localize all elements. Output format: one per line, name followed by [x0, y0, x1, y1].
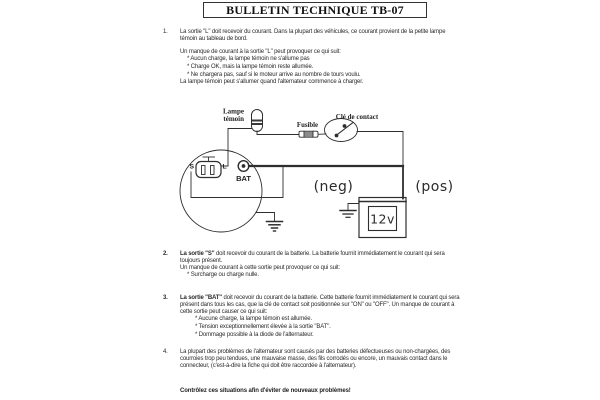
item-sub-line: Un manque de courant à cette sortie peut provoquer ce qui suit:: [180, 265, 340, 272]
bullet-line: * Aucune charge, la lampe témoin est allumée.: [195, 316, 312, 323]
item-bullet-list: [187, 272, 462, 280]
fuse-icon: [299, 131, 318, 137]
bulletin-title-box: [203, 2, 427, 18]
wire-lamp-to-L: [222, 129, 252, 167]
bulletin-title: BULLETIN TECHNIQUE TB-07: [226, 2, 404, 17]
bullet-line: * Charge OK, mais la lampe témoin reste allumée.: [187, 63, 314, 70]
item-lead-paragraph: La sortie "L" doit recevoir du courant. Dans la plupart des véhicules, ce courant provient de la petite lampe témoin au tableau de bord.: [180, 29, 446, 43]
ignition-key-icon: [325, 119, 358, 142]
closing-warning-line: Contrôlez ces situations afin d'éviter de nouveaux problèmes!: [180, 388, 351, 394]
connector-plug-icon: [196, 157, 221, 178]
wire-battery-neg: [348, 204, 359, 211]
terminal-l-label: L: [222, 163, 227, 171]
item-lead-paragraph: La sortie "BAT" doit recevoir du courant de la batterie. Cette batterie fournit immédiatement le courant qui sera présent dans tous les cas, que la clé de contact soit positionnée sur "ON" ou "OFF". Un manque de courant à cette sortie peut causer ce qui suit:: [180, 295, 460, 316]
item-number: 3.: [163, 295, 168, 301]
bat-terminal-icon: [238, 161, 249, 172]
lamp-label-line2: témoin: [223, 115, 244, 123]
item-bullet-list: [195, 316, 462, 339]
bullet-line: * Surcharge ou charge nulle.: [187, 272, 259, 279]
item-footer-line: La lampe témoin peut s'allumer quand l'alternateur commence à charger.: [180, 79, 364, 86]
item-sub-line: Un manque de courant à la sortie "L" peut provoquer ce qui suit:: [180, 49, 341, 56]
item-lead-paragraph: La plupart des problèmes de l'alternateur sont causés par des batteries défectueuses ou non-chargées, des courroies trop peu tendues, une mauvaise masse, des fils corrodés ou encore, un mauvais contact dans le connecteur, (c'est-à-dire la fiche qui doit être raccordée à l'alternateur).: [180, 349, 451, 370]
terminal-s-label: S: [189, 163, 194, 171]
bullet-line: * Ne chargera pas, sauf si le moteur arrive au nombre de tours voulu.: [187, 71, 361, 78]
charging-circuit-diagram: [150, 100, 462, 242]
section-item-3: [163, 295, 463, 339]
fuse-label: Fusible: [296, 122, 319, 129]
ignition-key-label: Clé de contact: [335, 113, 379, 121]
alternator-ground-icon: [267, 222, 283, 232]
bullet-line: * Dommage possible à la diode de l'alternateur.: [195, 331, 314, 338]
item-lead-paragraph: La sortie "S" doit recevoir du courant de la batterie. La batterie fournit immédiatement le courant qui sera toujours présent.: [180, 251, 445, 265]
indicator-lamp-icon: [252, 110, 263, 132]
lamp-label-line1: Lampe: [223, 107, 244, 116]
section-item-4: [163, 349, 463, 370]
item-number: 1.: [163, 29, 168, 35]
section-item-2: [163, 251, 463, 280]
alternator-body-icon: [180, 150, 262, 232]
pos-polarity-label: (pos): [415, 179, 454, 195]
wire-lamp-to-fuse: [257, 131, 299, 135]
neg-polarity-label: (neg): [313, 179, 354, 195]
bullet-line: * Aucun charge, la lampe témoin ne s'allume pas: [187, 56, 310, 63]
bullet-line: * Tension exceptionnellement élevée à la sortie "BAT".: [195, 323, 331, 330]
battery-voltage-label: 12v: [370, 211, 395, 227]
section-item-1: [163, 29, 463, 86]
item-bullet-list: [187, 56, 462, 79]
wire-alternator-ground: [256, 213, 275, 222]
item-number: 2.: [163, 251, 168, 257]
bat-terminal-label: BAT: [236, 174, 251, 183]
item-number: 4.: [163, 349, 168, 355]
battery-ground-icon: [340, 211, 356, 218]
